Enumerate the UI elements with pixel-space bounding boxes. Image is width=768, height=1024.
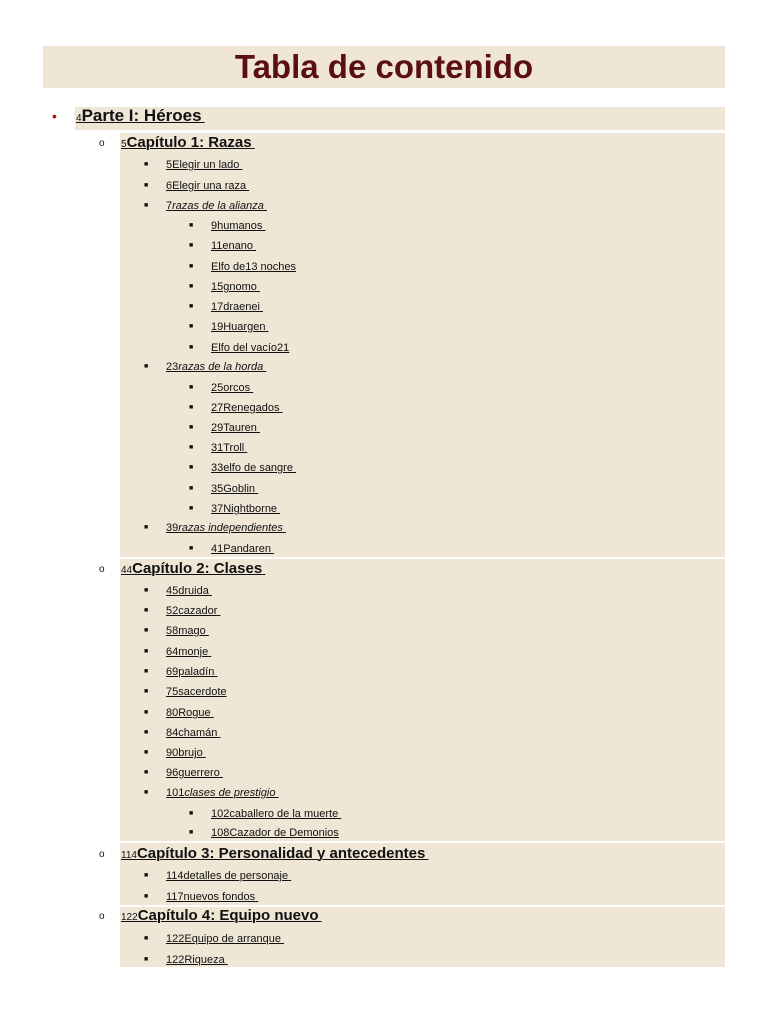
item-link[interactable] <box>166 783 279 803</box>
square-bullet-icon: ■ <box>189 303 194 310</box>
item-label: 69paladín <box>166 666 215 678</box>
chapter-1-page: 5 <box>121 139 127 150</box>
item-label: 64monje <box>166 646 209 658</box>
item-label: 75sacerdote <box>166 686 227 698</box>
page-title: Tabla de contenido <box>234 48 534 85</box>
chapter-1-link[interactable] <box>121 133 255 155</box>
subitem-label: 102caballero de la muerte <box>211 808 339 820</box>
title-banner <box>43 46 725 88</box>
item-link[interactable] <box>166 196 267 216</box>
item-page: 39 <box>166 522 179 534</box>
part-1-link[interactable] <box>76 106 205 129</box>
item-label: 45druida <box>166 585 209 597</box>
subitem-link[interactable] <box>211 317 269 337</box>
item-link[interactable] <box>166 357 266 377</box>
subitem-label: 25orcos <box>211 382 251 394</box>
subitem-link[interactable] <box>211 438 247 458</box>
subitem-link[interactable] <box>211 257 296 277</box>
item-label: 114detalles de personaje <box>166 870 289 882</box>
square-bullet-icon: ■ <box>189 222 194 229</box>
square-bullet-icon: ■ <box>144 627 149 634</box>
item-label: clases de prestigio <box>184 787 276 799</box>
item-label: Elegir un lado <box>172 159 240 171</box>
item-link[interactable] <box>166 581 212 601</box>
item-link[interactable] <box>166 866 291 886</box>
square-bullet-icon: ■ <box>189 444 194 451</box>
circle-bullet-icon: o <box>99 911 105 922</box>
subitem-label: 37Nightborne <box>211 503 278 515</box>
item-label: 117nuevos fondos <box>166 891 256 903</box>
subitem-label: 27Renegados <box>211 402 280 414</box>
bullet-dot-icon: • <box>52 108 57 124</box>
chapter-2-link[interactable] <box>121 559 265 581</box>
square-bullet-icon: ■ <box>144 648 149 655</box>
item-link[interactable] <box>166 950 228 970</box>
item-label: 122Riqueza <box>166 954 225 966</box>
square-bullet-icon: ■ <box>144 607 149 614</box>
subitem-label: Elfo del vacío21 <box>211 342 290 354</box>
item-link[interactable] <box>166 518 286 538</box>
subitem-label: 15gnomo <box>211 281 257 293</box>
square-bullet-icon: ■ <box>189 283 194 290</box>
item-label: 52cazador <box>166 605 218 617</box>
chapter-1-label: Capítulo 1: Razas <box>126 134 252 151</box>
square-bullet-icon: ■ <box>189 263 194 270</box>
item-link[interactable] <box>166 763 223 783</box>
subitem-label: 17draenei <box>211 301 260 313</box>
subitem-label: Elfo de13 noches <box>211 261 297 273</box>
square-bullet-icon: ■ <box>189 485 194 492</box>
square-bullet-icon: ■ <box>144 956 149 963</box>
square-bullet-icon: ■ <box>189 810 194 817</box>
square-bullet-icon: ■ <box>144 668 149 675</box>
subitem-label: 11enano <box>211 240 254 252</box>
square-bullet-icon: ■ <box>144 893 149 900</box>
square-bullet-icon: ■ <box>144 749 149 756</box>
square-bullet-icon: ■ <box>189 323 194 330</box>
subitem-link[interactable] <box>211 297 263 317</box>
item-link[interactable] <box>166 662 217 682</box>
subitem-link[interactable] <box>211 338 289 358</box>
subitem-link[interactable] <box>211 823 339 843</box>
square-bullet-icon: ■ <box>189 545 194 552</box>
square-bullet-icon: ■ <box>144 769 149 776</box>
square-bullet-icon: ■ <box>189 505 194 512</box>
item-link[interactable] <box>166 743 206 763</box>
subitem-link[interactable] <box>211 398 283 418</box>
subitem-link[interactable] <box>211 277 260 297</box>
subitem-label: 108Cazador de Demonios <box>211 827 339 839</box>
subitem-link[interactable] <box>211 216 265 236</box>
subitem-link[interactable] <box>211 499 280 519</box>
item-link[interactable] <box>166 887 258 907</box>
subitem-label: 19Huargen <box>211 321 266 333</box>
chapter-3-label: Capítulo 3: Personalidad y antecedentes <box>136 845 426 862</box>
subitem-label: 29Tauren <box>211 422 257 434</box>
item-label: 96guerrero <box>166 767 220 779</box>
square-bullet-icon: ■ <box>144 729 149 736</box>
square-bullet-icon: ■ <box>144 363 149 370</box>
subitem-label: 41Pandaren <box>211 543 271 555</box>
item-label: 80Rogue <box>166 707 211 719</box>
item-page: 5 <box>166 159 173 171</box>
item-link[interactable] <box>166 682 227 702</box>
subitem-link[interactable] <box>211 479 258 499</box>
chapter-4-page: 122 <box>121 912 138 923</box>
square-bullet-icon: ■ <box>189 464 194 471</box>
chapter-2-label: Capítulo 2: Clases <box>132 560 263 577</box>
item-label: 122Equipo de arranque <box>166 933 281 945</box>
item-page: 23 <box>166 361 179 373</box>
item-page: 6 <box>166 180 173 192</box>
item-link[interactable] <box>166 176 249 196</box>
item-label: razas independientes <box>178 522 283 534</box>
square-bullet-icon: ■ <box>144 709 149 716</box>
square-bullet-icon: ■ <box>144 789 149 796</box>
part-1-label: Parte I: Héroes <box>81 106 202 125</box>
square-bullet-icon: ■ <box>189 242 194 249</box>
square-bullet-icon: ■ <box>144 161 149 168</box>
subitem-link[interactable] <box>211 236 256 256</box>
subitem-link[interactable] <box>211 539 274 559</box>
item-label: 58mago <box>166 625 206 637</box>
subitem-label: 9humanos <box>211 220 263 232</box>
subitem-link[interactable] <box>211 458 296 478</box>
circle-bullet-icon: o <box>99 138 105 149</box>
part-1-page: 4 <box>76 113 82 124</box>
chapter-4-link[interactable] <box>121 906 322 928</box>
item-link[interactable] <box>166 155 242 175</box>
chapter-3-link[interactable] <box>121 844 428 866</box>
square-bullet-icon: ■ <box>144 524 149 531</box>
item-link[interactable] <box>166 642 211 662</box>
square-bullet-icon: ■ <box>144 872 149 879</box>
square-bullet-icon: ■ <box>144 587 149 594</box>
circle-bullet-icon: o <box>99 849 105 860</box>
item-link[interactable] <box>166 723 220 743</box>
square-bullet-icon: ■ <box>144 182 149 189</box>
square-bullet-icon: ■ <box>189 829 194 836</box>
item-label: 84chamán <box>166 727 218 739</box>
item-label: razas de la alianza <box>172 200 264 212</box>
square-bullet-icon: ■ <box>189 344 194 351</box>
subitem-link[interactable] <box>211 418 260 438</box>
subitem-link[interactable] <box>211 804 341 824</box>
square-bullet-icon: ■ <box>189 424 194 431</box>
square-bullet-icon: ■ <box>189 404 194 411</box>
item-label: razas de la horda <box>178 361 264 373</box>
subitem-label: 31Troll <box>211 442 245 454</box>
item-label: Elegir una raza <box>172 180 247 192</box>
subitem-label: 35Goblin <box>211 483 256 495</box>
chapter-2-page: 44 <box>121 565 133 576</box>
subitem-link[interactable] <box>211 378 253 398</box>
square-bullet-icon: ■ <box>189 384 194 391</box>
circle-bullet-icon: o <box>99 564 105 575</box>
item-link[interactable] <box>166 703 214 723</box>
square-bullet-icon: ■ <box>144 688 149 695</box>
subitem-label: 33elfo de sangre <box>211 462 293 474</box>
item-link[interactable] <box>166 929 284 949</box>
square-bullet-icon: ■ <box>144 202 149 209</box>
item-link[interactable] <box>166 601 220 621</box>
item-page: 7 <box>166 200 173 212</box>
square-bullet-icon: ■ <box>144 935 149 942</box>
chapter-3-page: 114 <box>121 850 137 861</box>
item-link[interactable] <box>166 621 209 641</box>
item-label: 90brujo <box>166 747 203 759</box>
chapter-4-label: Capítulo 4: Equipo nuevo <box>137 907 319 924</box>
item-page: 101 <box>166 787 185 799</box>
